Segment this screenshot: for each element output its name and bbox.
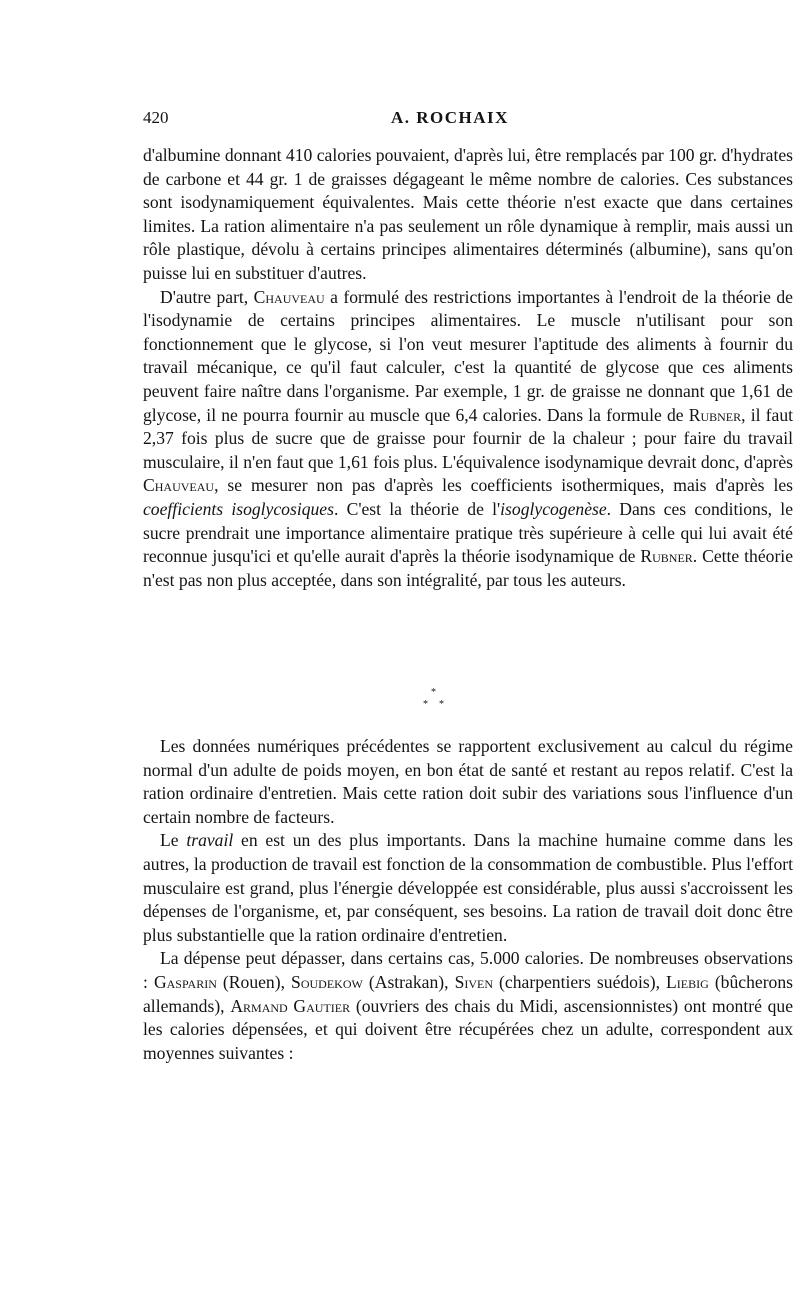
asterism-star: * [423,699,428,710]
paragraph-2 [143,286,793,593]
page-number: 420 [143,108,169,127]
text-run: , il faut 2,37 fois plus de sucre que de graisse pour fournir de la chaleur ; pour faire du travail musculaire, il n'en faut que 1,61 fois plus. L'équivalence isodynamique devrait donc, d'après [143,404,794,472]
running-head: A. ROCHAIX [391,108,509,127]
section-separator-asterism [414,688,454,718]
text-run: Le [160,830,187,851]
author-name-soudekow: Soudekow [291,971,363,992]
text-run: (charpentiers suédois), [493,971,667,992]
text-run: (Rouen), [216,971,292,992]
asterism-star: * [431,687,436,698]
text-run: (bûcherons allemands), [143,971,793,1016]
author-name-chauveau: Chauveau [253,286,325,307]
text-run: a formulé des restrictions importantes à l'endroit de la théorie de l'isodynamie de certains principes alimentaires. Le muscle n'utilisant pour son fonctionnement que le glycose, si l'on veut mesurer l'aptitude des aliments à fournir du travail mécanique, ce qu'il faut calculer, c'est la quantité de glycose que ces aliments peuvent faire naître dans l'organisme. Par exemple, 1 gr. de graisse ne donnant que 1,61 de glycose, il ne pourra fournir au muscle que 6,4 calories. Dans la formule de [143,286,793,425]
author-name-gautier: Armand Gautier [230,995,351,1016]
text-run: en est un des plus importants. Dans la machine humaine comme dans les autres, la production de travail est fonction de la consommation de combustible. Plus l'effort musculaire est grand, plus l'énergie développée est considérable, plus aussi s'accroissent les dépenses de l'organisme, et, par conséquent, ses besoins. La ration de travail doit donc être plus substantielle que la ration ordinaire d'entretien. [143,830,793,945]
text-run: La dépense peut dépasser, dans certains cas, 5.000 calories. De nombreuses observations : [143,948,793,992]
paragraph-3: Les données numériques précédentes se rapportent exclusivement au calcul du régime normal d'un adulte de poids moyen, en bon état de santé et restant au repos relatif. C'est la ration ordinaire d'entretien. Mais cette ration doit subir des variations sous l'influence d'un certain nombre de facteurs. [143,736,793,827]
author-name-liebig: Liebig [666,971,709,992]
paragraph-1: d'albumine donnant 410 calories pouvaient, d'après lui, être remplacés par 100 gr. d'hydrates de carbone et 44 gr. 1 de graisses dégageant le même nombre de calories. Ces substances sont isodynamiquement équivalentes. Mais cette théorie n'est exacte que dans certaines limites. La ration alimentaire n'a pas seulement un rôle dynamique à remplir, mais aussi un rôle plastique, dévolu à certains principes alimentaires déterminés (albumine), sans qu'on puisse lui en substituer d'autres. [143,145,794,283]
paragraph-5 [143,947,793,1065]
author-name-chauveau: Chauveau [143,475,215,496]
text-run: (Astrakan), [362,971,455,992]
author-name-siven: Siven [454,971,494,992]
italic-term-travail: travail [186,830,234,851]
text-run: (ouvriers des chais du Midi, ascensionnistes) ont montré que les calories dépensées, et qui doivent être récupérées chez un adulte, correspondent aux moyennes suivantes : [143,995,794,1063]
author-name-rubner: Rubner [688,404,742,425]
body-text-bottom [143,735,793,1065]
asterism-star: * [439,699,444,710]
text-run: . Cette théorie n'est pas non plus acceptée, dans son intégralité, par tous les auteurs. [143,546,794,590]
italic-term-isoglycogenese: isoglycogenèse [500,498,607,519]
paragraph-4 [143,829,793,947]
text-run: D'autre part, [160,286,254,307]
italic-term-coefficients: coefficients isoglycosiques [143,498,334,519]
text-run: , se mesurer non pas d'après les coefficients isothermiques, mais d'après les [214,475,793,496]
author-name-rubner: Rubner [640,546,693,567]
body-text-top [143,144,793,592]
text-run: . C'est la théorie de l' [333,498,501,519]
page-header [143,108,793,132]
author-name-gasparin: Gasparin [153,971,217,992]
text-run: . Dans ces conditions, le sucre prendrait une importance alimentaire pratique très supérieure à celle qui lui avait été reconnue jusqu'ici et qu'elle aurait d'après la théorie isodynamique de [143,498,793,567]
